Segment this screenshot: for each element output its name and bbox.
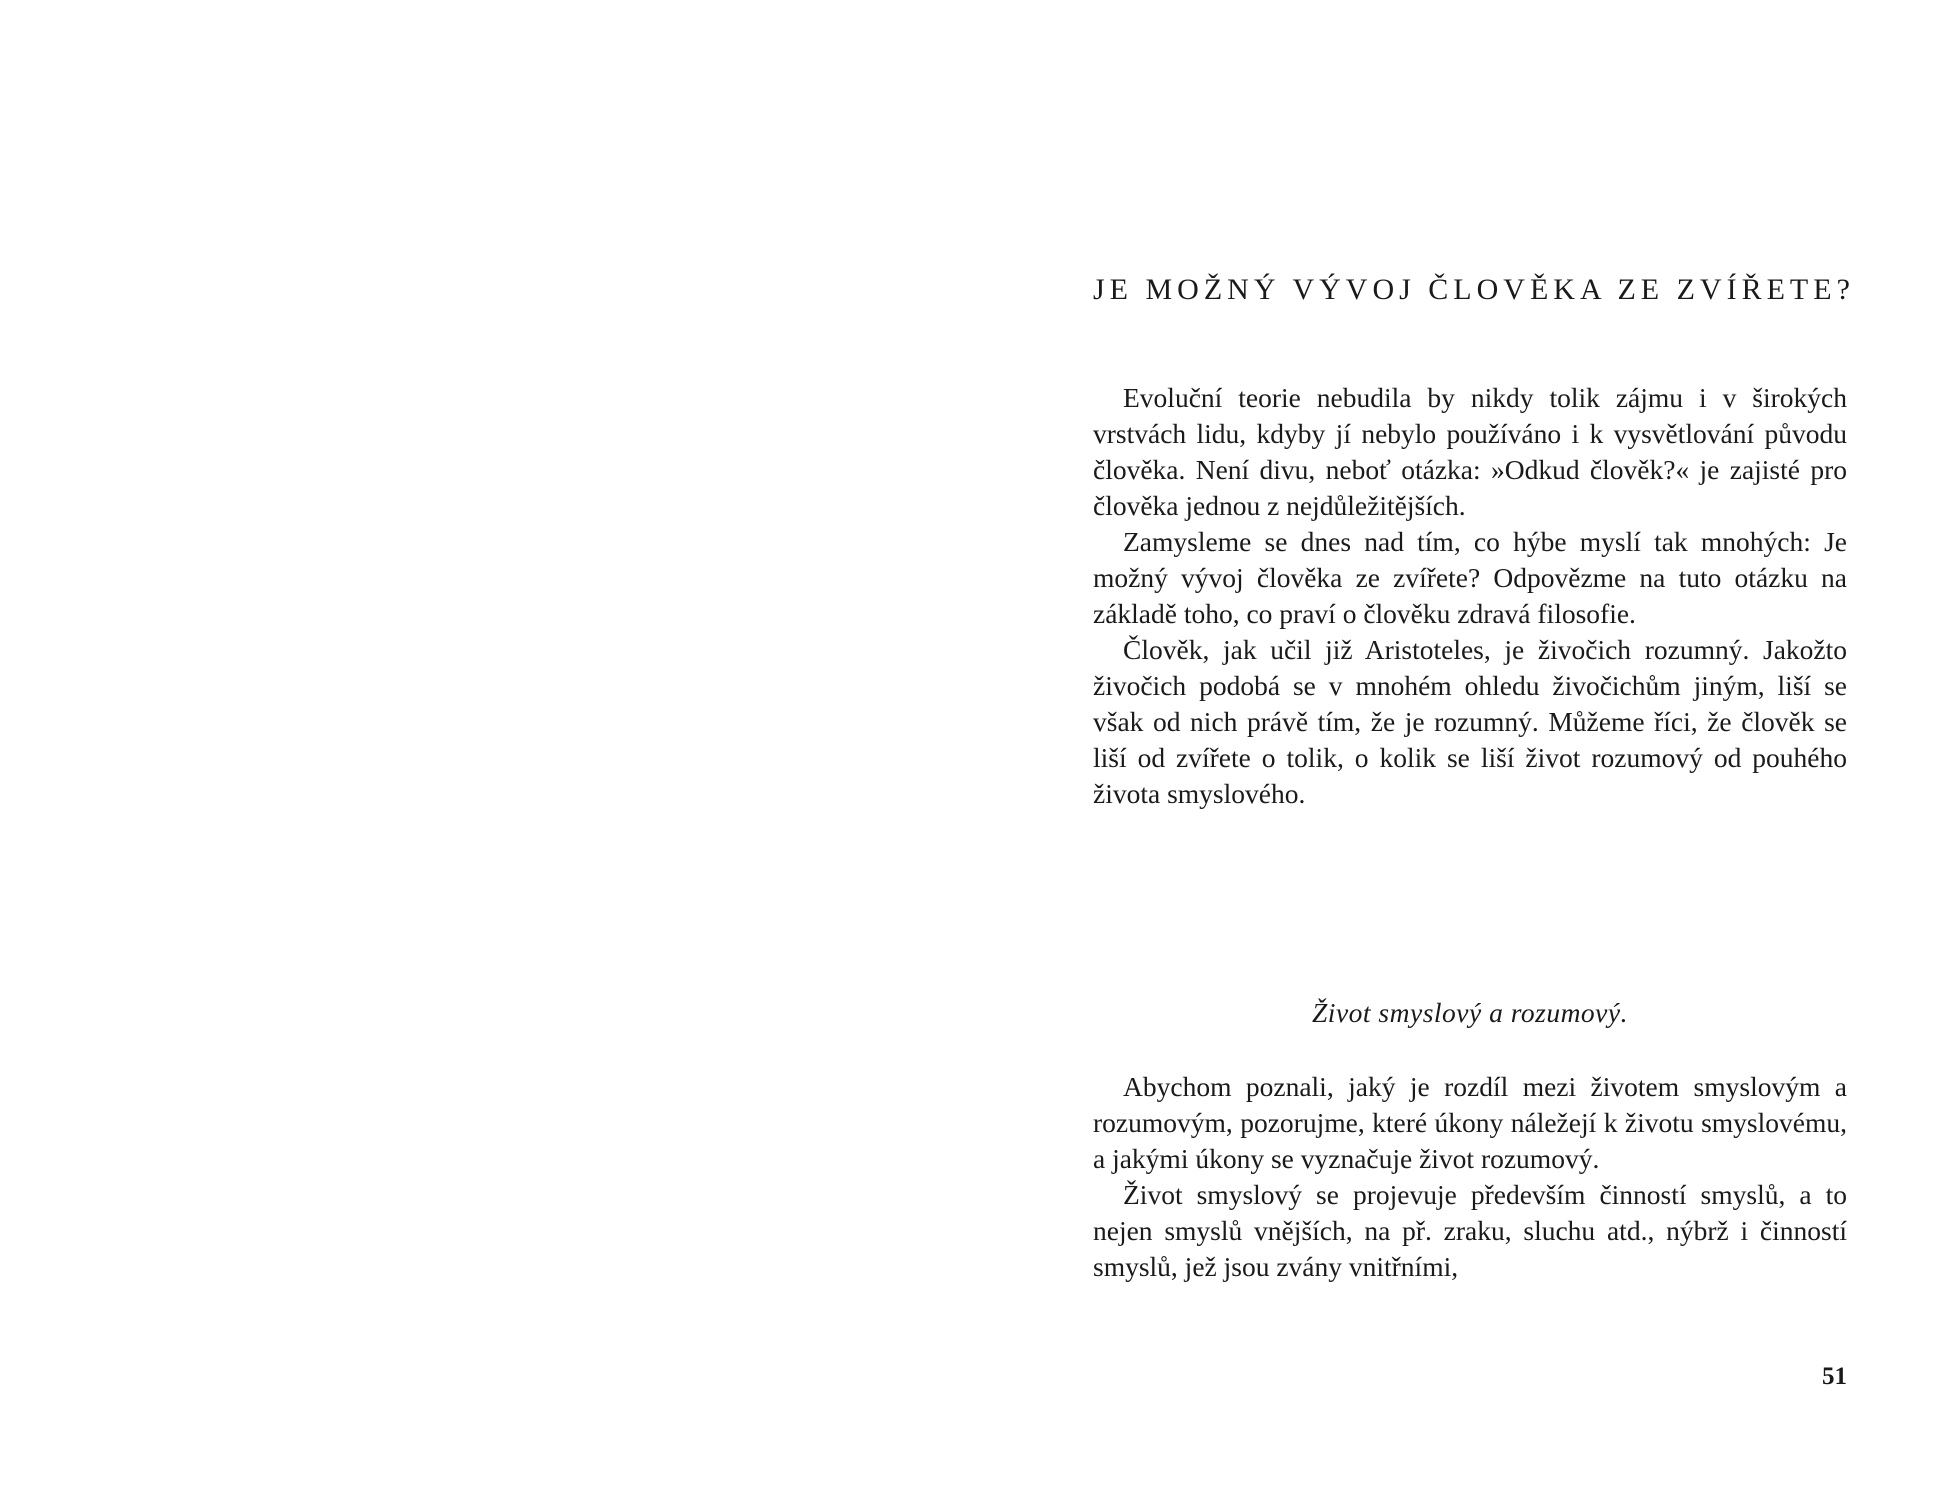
- section-heading: Život smyslový a rozumový.: [1312, 997, 1628, 1028]
- right-page: [1093, 0, 1855, 1500]
- page-number: 51: [1822, 1363, 1847, 1390]
- intro-text: [1093, 380, 1847, 812]
- paragraph: Evoluční teorie nebudila by nikdy tolik zájmu i v širokých vrstvách lidu, kdyby jí nebylo používáno i k vysvětlování původu člověka. Není divu, neboť otázka: »Odkud člověk?« je zajisté pro člověka jednou z nejdůležitějších.: [1093, 382, 1847, 521]
- paragraph: Život smyslový se projevuje především činností smyslů, a to nejen smyslů vnějších, na př. zraku, sluchu atd., nýbrž i činností smyslů, jež jsou zvány vnitřními,: [1093, 1179, 1847, 1282]
- paragraph: Abychom poznali, jaký je rozdíl mezi životem smyslovým a rozumovým, pozorujme, které úkony náležejí k životu smyslovému, a jakými úkony se vyznačuje život rozumový.: [1093, 1071, 1847, 1174]
- paragraph: Člověk, jak učil již Aristoteles, je živočich rozumný. Jakožto živočich podobá se v mnohém ohledu živočichům jiným, liší se však od nich právě tím, že je rozumný. Můžeme říci, že člověk se liší od zvířete o tolik, o kolik se liší život rozumový od pouhého života smyslového.: [1093, 634, 1847, 809]
- chapter-title: JE MOŽNÝ VÝVOJ ČLOVĚKA ZE ZVÍŘETE?: [1093, 273, 1855, 306]
- paragraph: Zamysleme se dnes nad tím, co hýbe myslí tak mnohých: Je možný vývoj člověka ze zvířete? Odpovězme na tuto otázku na základě toho, co praví o člověku zdravá filosofie.: [1093, 526, 1847, 629]
- section-text: [1093, 1069, 1847, 1285]
